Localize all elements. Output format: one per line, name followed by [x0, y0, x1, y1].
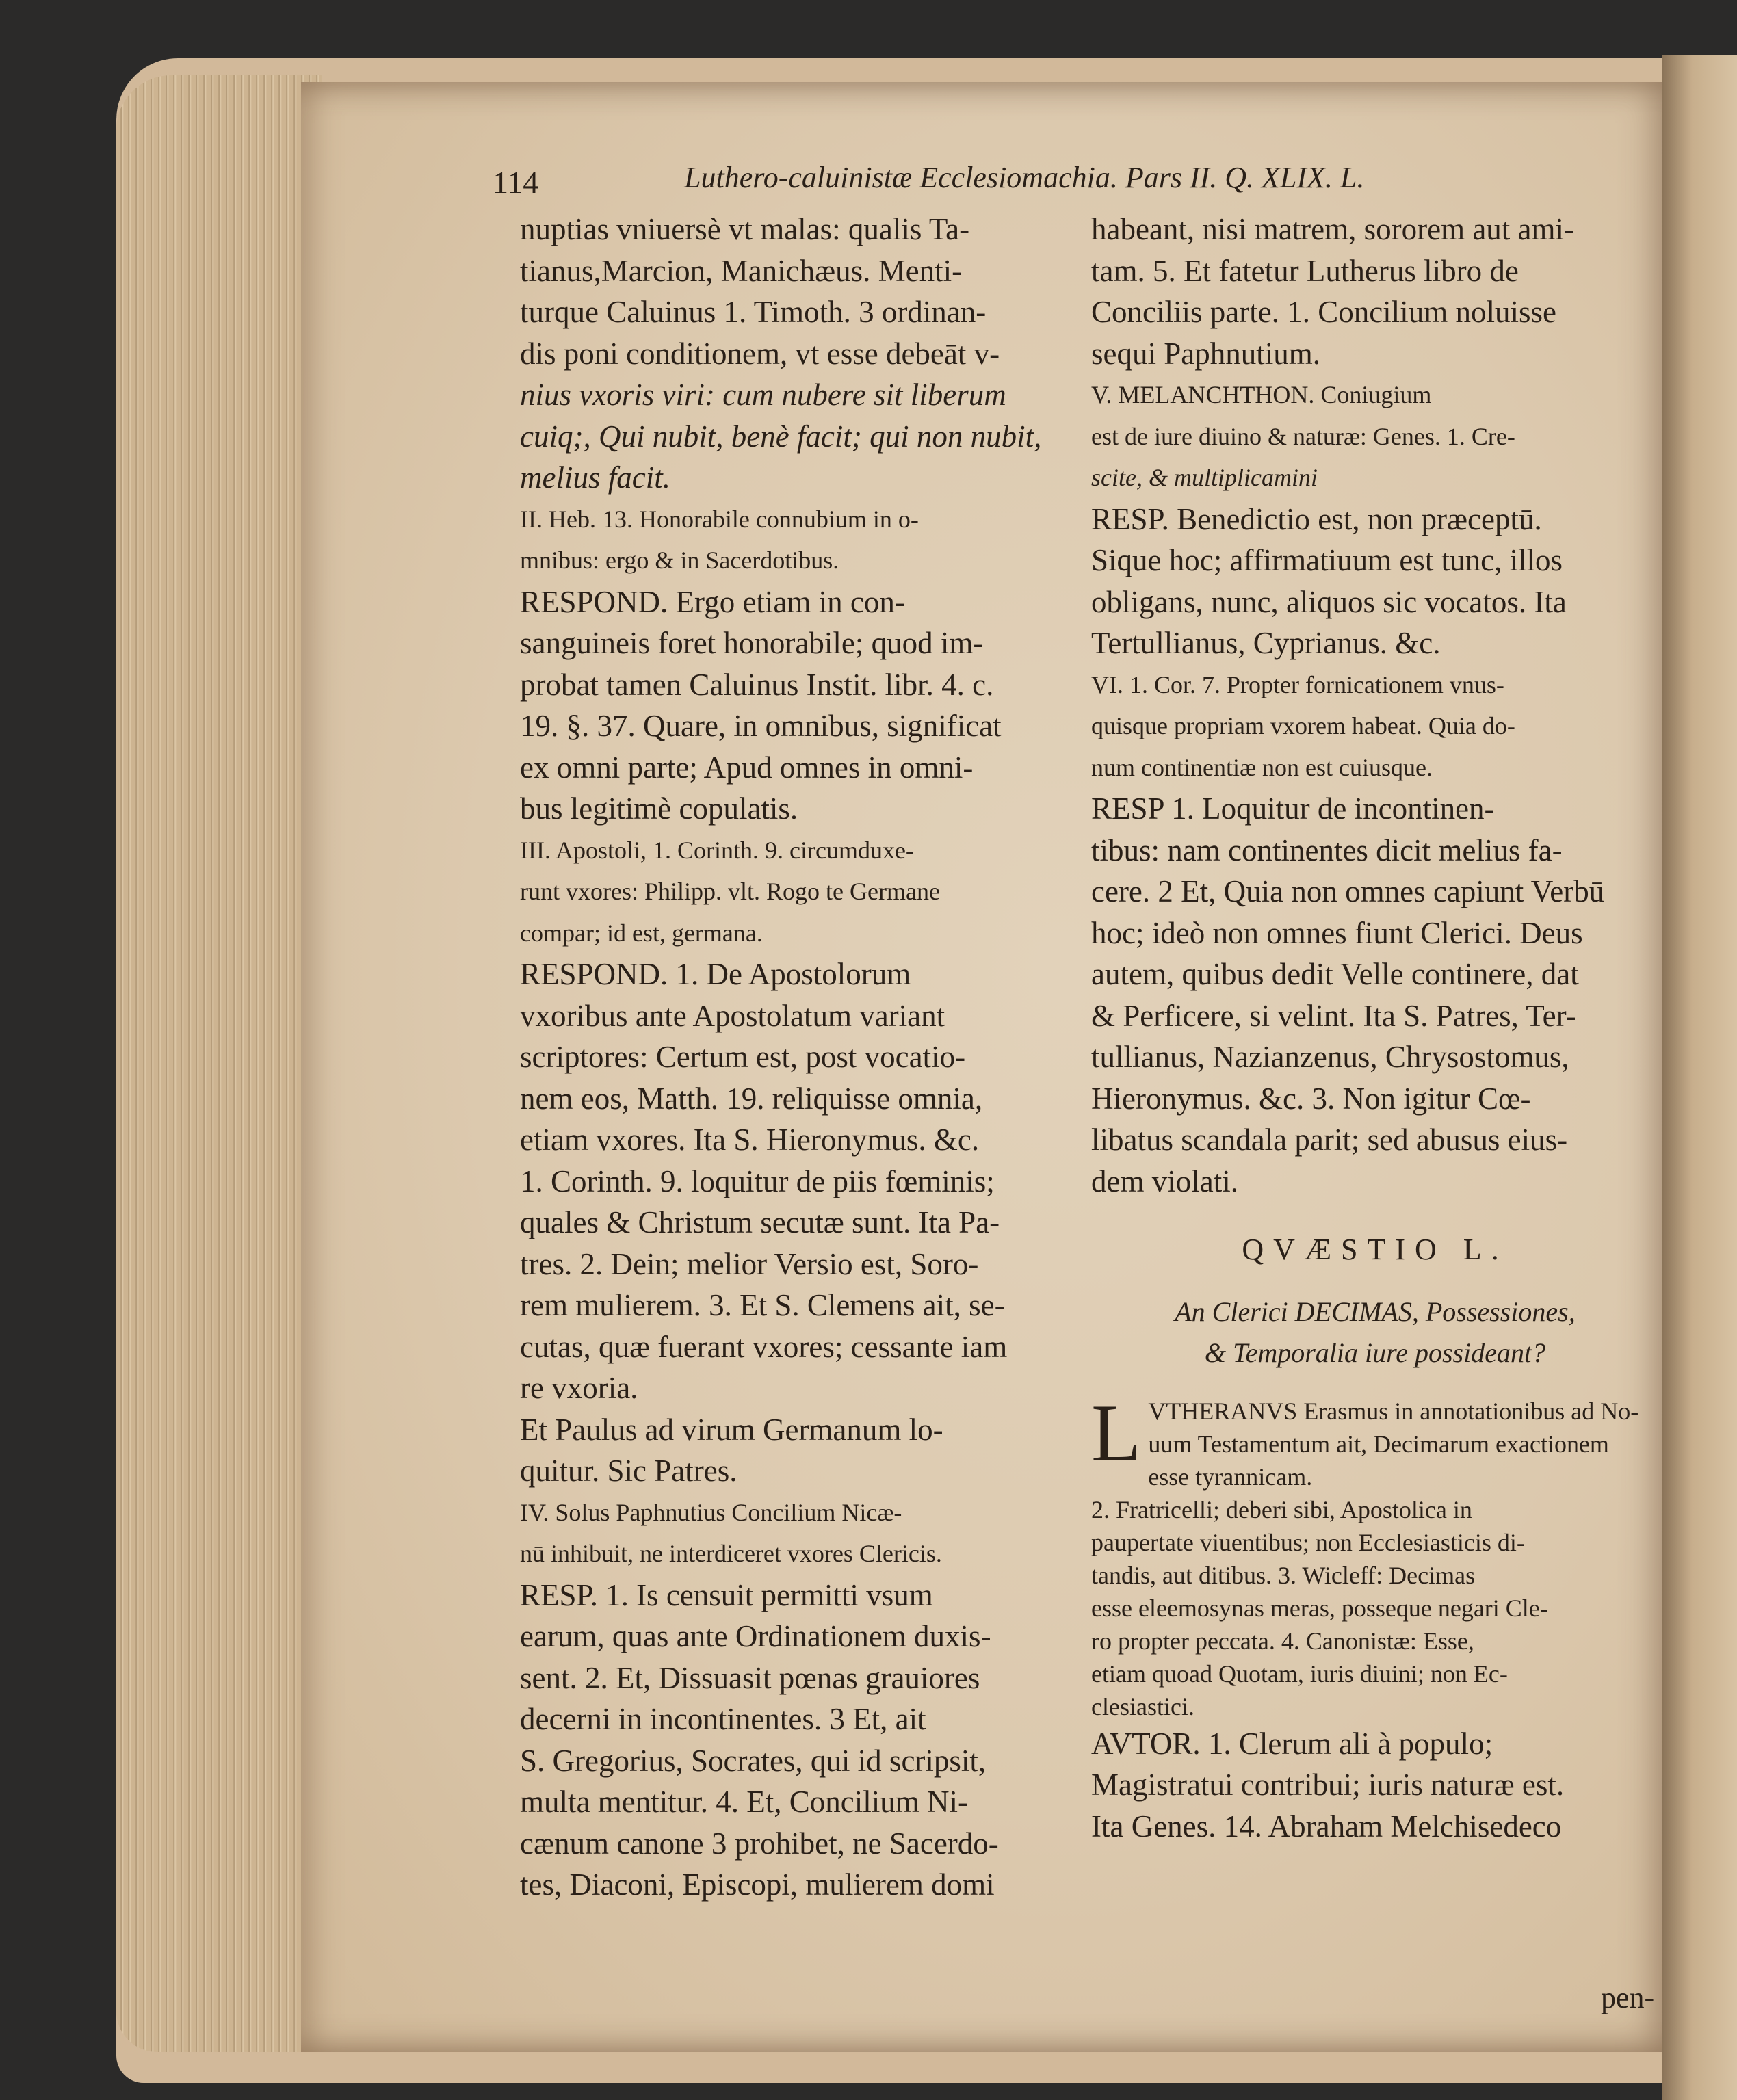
- text-line: cuiq;, Qui nubit, benè facit; qui non nubit,: [520, 419, 1042, 454]
- text-line: Et Paulus ad virum Germanum lo-: [520, 1412, 943, 1447]
- text-line: 19. §. 37. Quare, in omnibus, significat: [520, 709, 1002, 743]
- text-line: num continentiæ non est cuiusque.: [1091, 753, 1433, 781]
- question-heading: QVÆSTIO L.: [1242, 1233, 1509, 1266]
- text-line: AVTOR. 1. Clerum ali à populo;: [1091, 1726, 1493, 1761]
- text-line: clesiastici.: [1091, 1692, 1194, 1720]
- gutter: [1662, 55, 1737, 2100]
- text-line: earum, quas ante Ordinationem duxis-: [520, 1619, 991, 1653]
- text-line: etiam vxores. Ita S. Hieronymus. &c.: [520, 1123, 980, 1157]
- text-line: tibus: nam continentes dicit melius fa-: [1091, 832, 1563, 867]
- text-line: compar; id est, germana.: [520, 919, 763, 947]
- text-line: decerni in incontinentes. 3 Et, ait: [520, 1702, 926, 1736]
- text-line: scite, & multiplicamini: [1091, 464, 1318, 491]
- text-line: turque Caluinus 1. Timoth. 3 ordinan-: [520, 295, 987, 329]
- text-line: libatus scandala parit; sed abusus eius-: [1091, 1123, 1568, 1157]
- text-line: Hieronymus. &c. 3. Non igitur Cœ-: [1091, 1081, 1531, 1116]
- text-line: hoc; ideò non omnes fiunt Clerici. Deus: [1091, 915, 1583, 950]
- folio: 114: [493, 165, 539, 200]
- text-line: VI. 1. Cor. 7. Propter fornicationem vnus-: [1091, 670, 1504, 698]
- text-line: II. Heb. 13. Honorabile connubium in o-: [520, 505, 919, 533]
- text-line: RESPOND. Ergo etiam in con-: [520, 584, 905, 619]
- text-line: vxoribus ante Apostolatum variant: [520, 998, 945, 1033]
- running-head: Luthero-caluinistæ Ecclesiomachia. Pars II. Q. XLIX. L.: [684, 161, 1365, 194]
- text-line: cænum canone 3 prohibet, ne Sacerdo-: [520, 1826, 999, 1861]
- text-line: Tertullianus, Cyprianus. &c.: [1091, 626, 1441, 660]
- text-line: dem violati.: [1091, 1164, 1238, 1198]
- text-line: Ita Genes. 14. Abraham Melchisedeco: [1091, 1809, 1562, 1843]
- text-line: dis poni conditionem, vt esse debeāt v-: [520, 336, 1000, 371]
- text-line: etiam quoad Quotam, iuris diuini; non Ec-: [1091, 1659, 1508, 1688]
- text-line: & Perficere, si velint. Ita S. Patres, Ter-: [1091, 998, 1576, 1033]
- text-line: RESP. 1. Is censuit permitti vsum: [520, 1577, 933, 1612]
- text-line: uum Testamentum ait, Decimarum exactionem: [1148, 1430, 1609, 1458]
- answer-block: [1091, 1387, 1659, 1723]
- text-line: cutas, quæ fuerant vxores; cessante iam: [520, 1329, 1008, 1364]
- text-line: RESP 1. Loquitur de incontinen-: [1091, 791, 1495, 826]
- text-line: obligans, nunc, aliquos sic vocatos. Ita: [1091, 584, 1567, 619]
- text-line: rem mulierem. 3. Et S. Clemens ait, se-: [520, 1288, 1005, 1322]
- text-line: Sique hoc; affirmatiuum est tunc, illos: [1091, 543, 1563, 577]
- text-line: runt vxores: Philipp. vlt. Rogo te Germane: [520, 878, 940, 905]
- text-line: nū inhibuit, ne interdiceret vxores Clericis.: [520, 1540, 942, 1567]
- left-column: [520, 209, 1095, 1906]
- text-line: tullianus, Nazianzenus, Chrysostomus,: [1091, 1040, 1569, 1074]
- text-line: tianus,Marcion, Manichæus. Menti-: [520, 253, 963, 288]
- text-line: S. Gregorius, Socrates, qui id scripsit,: [520, 1743, 987, 1778]
- text-line: nius vxoris viri: cum nubere sit liberum: [520, 378, 1006, 412]
- text-line: sequi Paphnutium.: [1091, 336, 1320, 371]
- text-line: 1. Corinth. 9. loquitur de piis fœminis;: [520, 1164, 995, 1198]
- question-subheading: An Clerici DECIMAS, Possessiones,: [1175, 1296, 1576, 1327]
- text-line: VTHERANVS Erasmus in annotationibus ad No-: [1148, 1397, 1639, 1425]
- page-edges: [116, 75, 322, 2052]
- text-line: quisque propriam vxorem habeat. Quia do-: [1091, 712, 1515, 739]
- text-line: mnibus: ergo & in Sacerdotibus.: [520, 547, 839, 574]
- text-line: habeant, nisi matrem, sororem aut ami-: [1091, 212, 1575, 246]
- text-line: quitur. Sic Patres.: [520, 1454, 737, 1488]
- text-line: multa mentitur. 4. Et, Concilium Ni-: [520, 1785, 968, 1819]
- text-line: paupertate viuentibus; non Ecclesiasticis di-: [1091, 1528, 1525, 1556]
- text-line: autem, quibus dedit Velle continere, dat: [1091, 957, 1579, 991]
- text-line: IV. Solus Paphnutius Concilium Nicæ-: [520, 1498, 902, 1526]
- text-line: RESP. Benedictio est, non præceptū.: [1091, 501, 1542, 536]
- text-line: sanguineis foret honorabile; quod im-: [520, 626, 984, 660]
- text-line: nuptias vniuersè vt malas: qualis Ta-: [520, 212, 970, 246]
- text-line: est de iure diuino & naturæ: Genes. 1. Cre-: [1091, 422, 1515, 450]
- text-line: esse eleemosynas meras, posseque negari Cle-: [1091, 1594, 1548, 1622]
- text-line: cere. 2 Et, Quia non omnes capiunt Verbū: [1091, 874, 1605, 908]
- text-line: III. Apostoli, 1. Corinth. 9. circumduxe-: [520, 836, 914, 864]
- text-line: RESPOND. 1. De Apostolorum: [520, 957, 911, 991]
- text-line: nem eos, Matth. 19. reliquisse omnia,: [520, 1081, 983, 1116]
- text-line: tandis, aut ditibus. 3. Wicleff: Decimas: [1091, 1561, 1476, 1589]
- text-line: esse tyrannicam.: [1148, 1462, 1313, 1491]
- text-line: V. MELANCHTHON. Coniugium: [1091, 381, 1432, 408]
- text-line: tres. 2. Dein; melior Versio est, Soro-: [520, 1246, 979, 1281]
- text-line: tam. 5. Et fatetur Lutherus libro de: [1091, 253, 1519, 288]
- text-line: Magistratui contribui; iuris naturæ est.: [1091, 1768, 1565, 1802]
- text-line: 2. Fratricelli; deberi sibi, Apostolica in: [1091, 1495, 1472, 1523]
- text-line: probat tamen Caluinus Instit. libr. 4. c.: [520, 667, 994, 702]
- right-column: [1091, 209, 1659, 1847]
- question-subheading: & Temporalia iure possideant?: [1204, 1337, 1546, 1368]
- text-line: ro propter peccata. 4. Canonistæ: Esse,: [1091, 1627, 1474, 1655]
- text-line: bus legitimè copulatis.: [520, 791, 798, 826]
- text-line: sent. 2. Et, Dissuasit pœnas grauiores: [520, 1660, 980, 1695]
- catchword: pen-: [1601, 1981, 1655, 2014]
- text-line: scriptores: Certum est, post vocatio-: [520, 1040, 966, 1074]
- text-line: tes, Diaconi, Episcopi, mulierem domi: [520, 1867, 995, 1902]
- drop-cap: L: [1091, 1387, 1142, 1478]
- text-line: re vxoria.: [520, 1371, 638, 1405]
- text-line: Conciliis parte. 1. Concilium noluisse: [1091, 295, 1556, 329]
- text-line: quales & Christum secutæ sunt. Ita Pa-: [520, 1205, 1000, 1239]
- text-line: melius facit.: [520, 460, 670, 495]
- text-line: ex omni parte; Apud omnes in omni-: [520, 750, 974, 785]
